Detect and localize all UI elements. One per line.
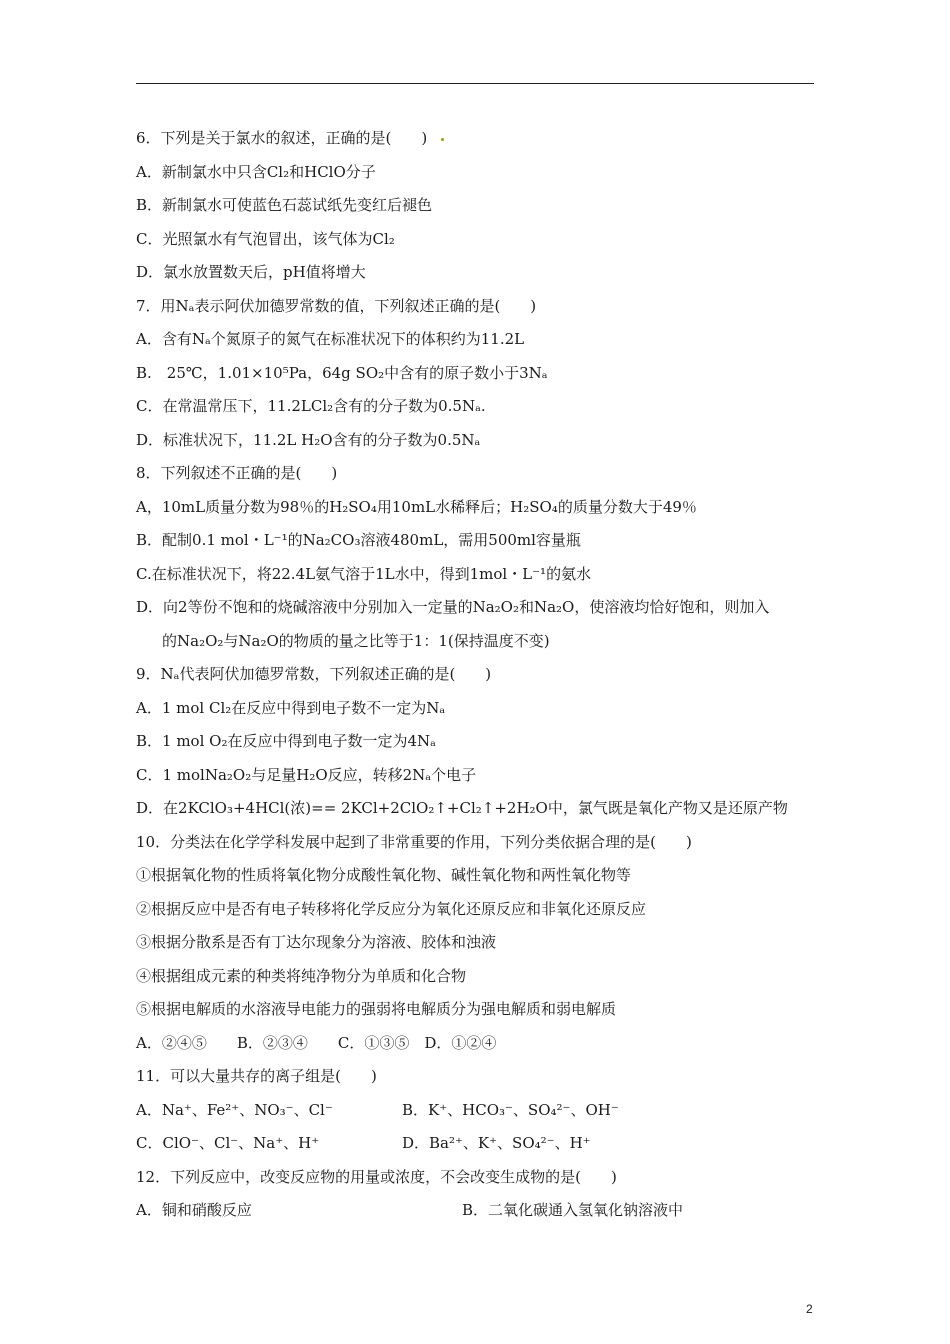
question-12-option-b: B．二氧化碳通入氢氧化钠溶液中	[462, 1201, 684, 1219]
question-12-row-1	[136, 1194, 826, 1228]
scan-mark	[441, 138, 444, 141]
question-7-option-b: B. 25℃，1.01×10⁵Pa，64g SO₂中含有的原子数小于3Nₐ	[136, 363, 548, 382]
question-12-option-a: A．铜和硝酸反应	[136, 1201, 252, 1219]
question-9-option-a: A．1 mol Cl₂在反应中得到电子数不一定为Nₐ	[136, 698, 446, 717]
question-11-option-a: A．Na⁺、Fe²⁺、NO₃⁻、Cl⁻	[136, 1100, 333, 1119]
question-10-item-2: ②根据反应中是否有电子转移将化学反应分为氧化还原反应和非氧化还原反应	[136, 899, 647, 918]
question-11-stem: 11．可以大量共存的离子组是( )	[136, 1067, 377, 1085]
question-list	[136, 122, 826, 1228]
question-10-stem: 10．分类法在化学学科发展中起到了非常重要的作用，下列分类依据合理的是( )	[136, 832, 692, 851]
question-12-stem: 12．下列反应中，改变反应物的用量或浓度，不会改变生成物的是( )	[136, 1167, 617, 1186]
header-rule	[136, 83, 814, 84]
question-8-option-c: C.在标准状况下，将22.4L氨气溶于1L水中，得到1mol・L⁻¹的氨水	[136, 564, 592, 583]
question-6-option-c: C．光照氯水有气泡冒出，该气体为Cl₂	[136, 229, 395, 248]
question-6-stem: 6．下列是关于氯水的叙述，正确的是( )	[136, 122, 826, 156]
question-10-item-1: ①根据氧化物的性质将氧化物分成酸性氧化物、碱性氧化物和两性氧化物等	[136, 866, 632, 884]
question-11-row-2	[136, 1127, 826, 1161]
question-11-option-b: B．K⁺、HCO₃⁻、SO₄²⁻、OH⁻	[402, 1100, 619, 1119]
page-number: 2	[806, 1302, 813, 1316]
question-9-option-c: C．1 molNa₂O₂与足量H₂O反应，转移2Nₐ个电子	[136, 765, 477, 784]
question-7-stem: 7．用Nₐ表示阿伏加德罗常数的值，下列叙述正确的是( )	[136, 296, 537, 315]
question-8-option-b: B．配制0.1 mol・L⁻¹的Na₂CO₃溶液480mL，需用500ml容量瓶	[136, 531, 581, 549]
question-10-choices: A．②④⑤ B．②③④ C．①③⑤ D．①②④	[136, 1033, 497, 1052]
question-11-option-c: C．ClO⁻、Cl⁻、Na⁺、H⁺	[136, 1134, 320, 1152]
question-9-stem: 9．Nₐ代表阿伏加德罗常数，下列叙述正确的是( )	[136, 665, 492, 683]
question-8-option-d: D．向2等份不饱和的烧碱溶液中分别加入一定量的Na₂O₂和Na₂O，使溶液均恰好饱和，则加入	[136, 598, 770, 616]
question-9-option-d: D．在2KClO₃+4HCl(浓)== 2KCl+2ClO₂↑+Cl₂↑+2H₂O中，氯气既是氧化产物又是还原产物	[136, 799, 788, 817]
question-11-option-d: D．Ba²⁺、K⁺、SO₄²⁻、H⁺	[402, 1134, 591, 1152]
question-11-row-1	[136, 1094, 826, 1128]
question-8-option-a: A，10mL质量分数为98％的H₂SO₄用10mL水稀释后；H₂SO₄的质量分数大于49％	[136, 497, 697, 516]
question-10-item-4: ④根据组成元素的种类将纯净物分为单质和化合物	[136, 966, 467, 985]
question-8-option-d-continued: 的Na₂O₂与Na₂O的物质的量之比等于1：1(保持温度不变)	[162, 631, 550, 650]
question-6-option-b: B．新制氯水可使蓝色石蕊试纸先变红后褪色	[136, 196, 433, 214]
question-6-option-d: D．氯水放置数天后，pH值将增大	[136, 263, 366, 281]
question-10-item-3: ③根据分散系是否有丁达尔现象分为溶液、胶体和浊液	[136, 933, 497, 951]
question-6-option-a: A．新制氯水中只含Cl₂和HClO分子	[136, 162, 376, 181]
question-7-option-d: D．标准状况下，11.2L H₂O含有的分子数为0.5Nₐ	[136, 430, 481, 449]
question-7-option-a: A．含有Nₐ个氮原子的氮气在标准状况下的体积约为11.2L	[136, 330, 525, 348]
question-7-option-c: C．在常温常压下，11.2LCl₂含有的分子数为0.5Nₐ.	[136, 397, 486, 415]
question-9-option-b: B．1 mol O₂在反应中得到电子数一定为4Nₐ	[136, 732, 436, 750]
question-8-stem: 8．下列叙述不正确的是( )	[136, 464, 338, 482]
question-10-item-5: ⑤根据电解质的水溶液导电能力的强弱将电解质分为强电解质和弱电解质	[136, 1000, 617, 1018]
